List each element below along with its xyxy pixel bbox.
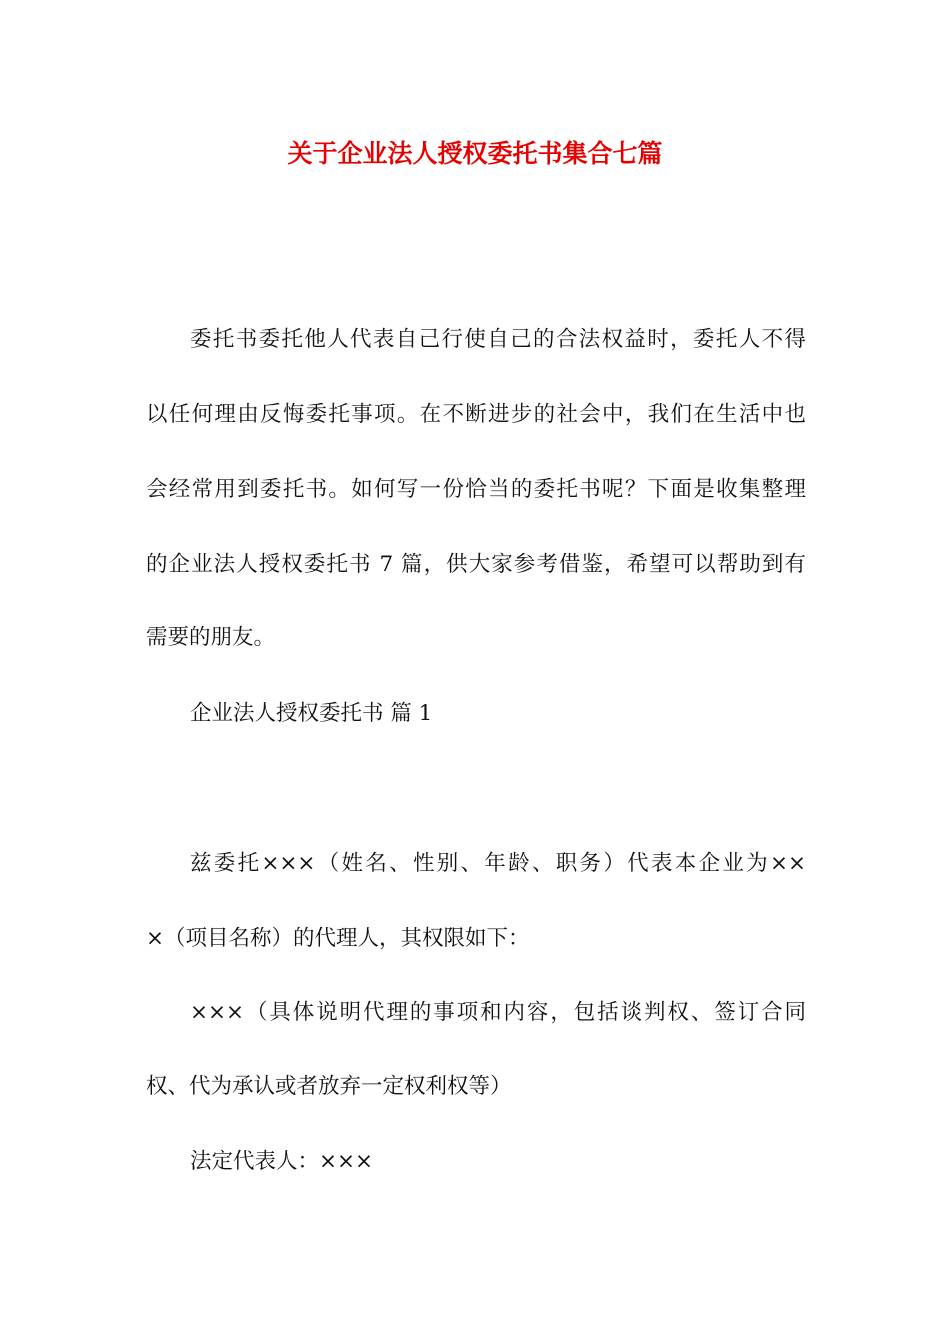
- intro-line-1: 委托书委托他人代表自己行使自己的合法权益时，委托人不得: [190, 327, 806, 352]
- intro-line-5: 需要的朋友。: [146, 625, 276, 650]
- document-title: 关于企业法人授权委托书集合七篇: [287, 139, 663, 168]
- intro-line-4: 的企业法人授权委托书 7 篇，供大家参考借鉴，希望可以帮助到有: [146, 552, 806, 577]
- body-line-2: ×（项目名称）的代理人，其权限如下：: [146, 926, 530, 951]
- intro-line-3: 会经常用到委托书。如何写一份恰当的委托书呢？下面是收集整理: [146, 477, 806, 502]
- body-line-4: 权、代为承认或者放弃一定权利权等）: [146, 1074, 512, 1099]
- section-heading-1: 企业法人授权委托书 篇 1: [190, 701, 433, 726]
- intro-line-2: 以任何理由反悔委托事项。在不断进步的社会中，我们在生活中也: [146, 402, 806, 427]
- body-line-1: 兹委托×××（姓名、性别、年龄、职务）代表本企业为××: [190, 851, 806, 876]
- body-line-3: ×××（具体说明代理的事项和内容，包括谈判权、签订合同: [190, 1000, 806, 1025]
- legal-representative-line: 法定代表人：×××: [190, 1149, 374, 1174]
